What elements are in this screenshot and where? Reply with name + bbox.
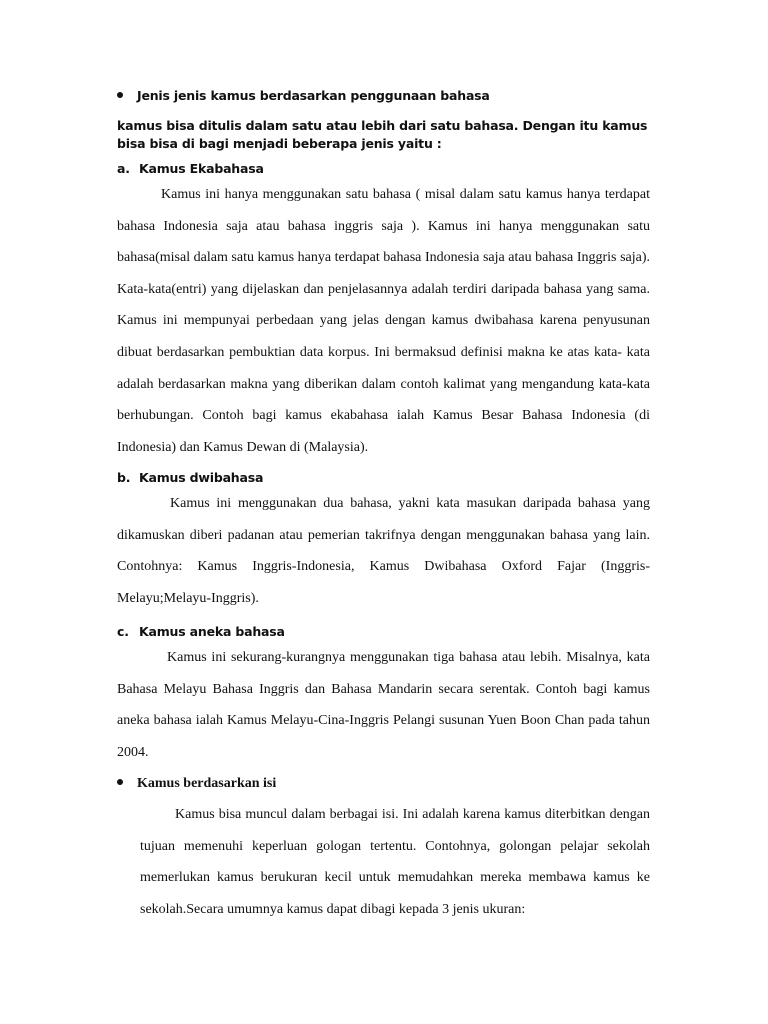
section2-body: Kamus bisa muncul dalam berbagai isi. Ini adalah karena kamus diterbitkan dengan tujuan memenuhi keperluan gologan tertentu. Contohnya, golongan pelajar sekolah memerlukan kamus berukuran kecil untuk memudahkan mereka membawa kamus ke sekolah.Secara umumnya kamus dapat dibagi kepada 3 jenis ukuran: bbox=[140, 807, 650, 917]
item-c-body: Kamus ini sekurang-kurangnya menggunakan tiga bahasa atau lebih. Misalnya, kata Bahasa Melayu Bahasa Inggris dan Bahasa Mandarin secara serentak. Contoh bagi kamus aneka bahasa ialah Kamus Melayu-Cina-Inggris Pelangi susunan Yuen Boon Chan pada tahun 2004. bbox=[117, 650, 650, 760]
item-a-heading-row bbox=[117, 161, 264, 176]
item-c-title: Kamus aneka bahasa bbox=[139, 624, 285, 639]
section2-heading-row bbox=[117, 776, 276, 792]
bullet-icon bbox=[117, 92, 123, 98]
item-b-marker: b. bbox=[117, 470, 131, 485]
section2-heading: Kamus berdasarkan isi bbox=[137, 776, 277, 791]
item-a-body: Kamus ini hanya menggunakan satu bahasa ( misal dalam satu kamus hanya terdapat bahasa Indonesia saja atau bahasa inggris saja ). Kamus ini hanya menggunakan satu bahasa(misal dalam satu kamus hanya terdapat bahasa Indonesia saja atau bahasa Inggris saja). Kata-kata(entri) yang dijelaskan dan penjelasannya adalah terdiri daripada bahasa yang sama. Kamus ini mempunyai perbedaan yang jelas dengan kamus dwibahasa karena penyusunan dibuat berdasarkan pembuktian data korpus. Ini bermaksud definisi makna ke atas kata- kata adalah berdasarkan makna yang diberikan dalam contoh kalimat yang mengandung kata-kata berhubungan. Contoh bagi kamus ekabahasa ialah Kamus Besar Bahasa Indonesia (di Indonesia) dan Kamus Dewan di (Malaysia). bbox=[117, 187, 650, 455]
item-b-body: Kamus ini menggunakan dua bahasa, yakni kata masukan daripada bahasa yang dikamuskan diberi padanan atau pemerian takrifnya dengan menggunakan bahasa yang lain. Contohnya: Kamus Inggris-Indonesia, Kamus Dwibahasa Oxford Fajar (Inggris-Melayu;Melayu-Inggris). bbox=[117, 496, 650, 606]
section1-intro: kamus bisa ditulis dalam satu atau lebih dari satu bahasa. Dengan itu kamus bisa bisa di bagi menjadi beberapa jenis yaitu : bbox=[117, 118, 648, 151]
section1-heading-row bbox=[117, 88, 490, 103]
item-c-heading-row bbox=[117, 624, 285, 639]
bullet-icon bbox=[117, 779, 123, 785]
item-b-title: Kamus dwibahasa bbox=[139, 470, 264, 485]
item-b-heading-row bbox=[117, 470, 263, 485]
item-c-marker: c. bbox=[117, 624, 129, 639]
item-a-marker: a. bbox=[117, 161, 130, 176]
section1-heading: Jenis jenis kamus berdasarkan penggunaan bahasa bbox=[137, 88, 490, 103]
item-a-title: Kamus Ekabahasa bbox=[139, 161, 264, 176]
